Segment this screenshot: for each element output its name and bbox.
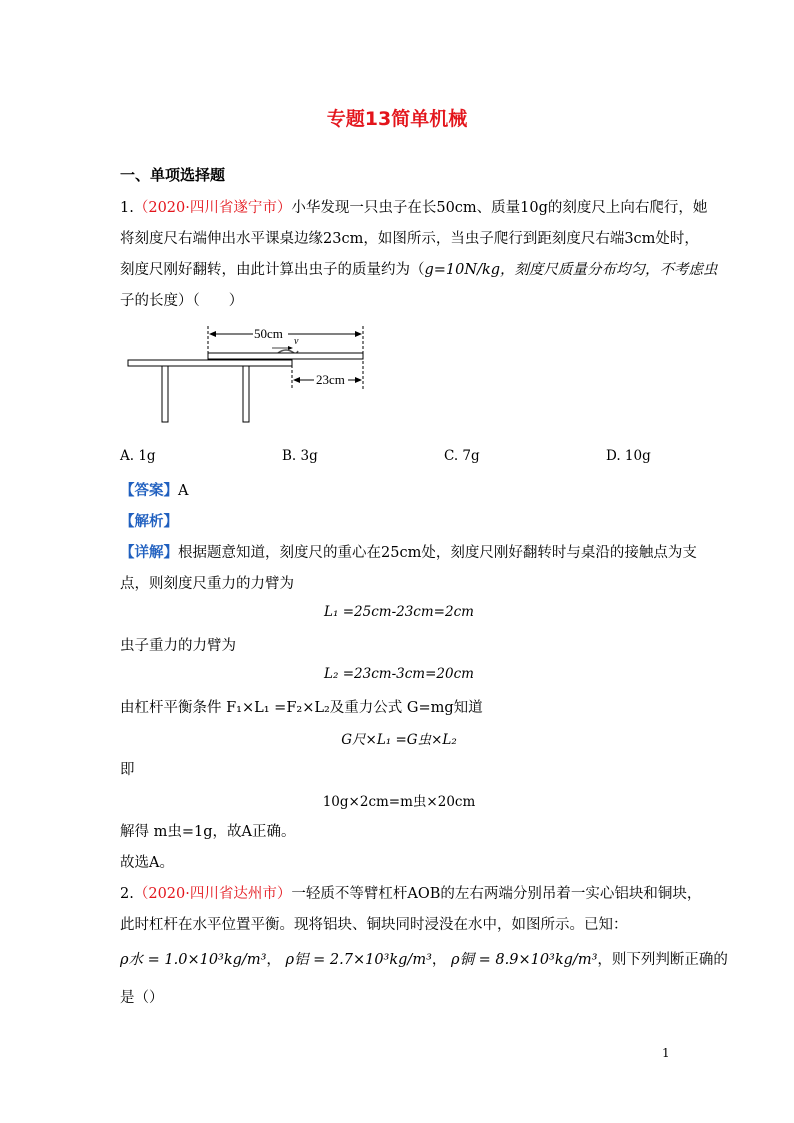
equation-2: L₂ =23cm-3cm=20cm	[324, 666, 474, 682]
q1-line-4: 子的长度）（ ）	[120, 293, 244, 309]
q2-line-4: 是（）	[120, 990, 164, 1006]
equation-4: 10g×2cm=m虫×20cm	[322, 794, 476, 810]
q2-tail: ，则下列判断正确的	[597, 952, 728, 968]
detail-tag: 【详解】	[120, 545, 178, 561]
q2-number: 2.	[120, 886, 134, 902]
q1-answer-line	[120, 479, 188, 500]
section-heading: 一、单项选择题	[120, 166, 226, 184]
detail-line-1: 【详解】根据题意知道，刻度尺的重心在25cm处，刻度尺刚好翻转时与桌沿的接触点为支	[120, 545, 697, 561]
overhang-length-label: 23cm	[316, 372, 345, 387]
q1-figure	[120, 320, 380, 430]
equation-3: G尺×L₁ =G虫×L₂	[341, 732, 457, 748]
answer-tag: 【答案】	[120, 483, 178, 499]
q2-line-1	[120, 882, 701, 903]
q1-line-1	[120, 196, 707, 217]
q2-line-2: 此时杠杆在水平位置平衡。现将铝块、铜块同时浸没在水中，如图所示。已知：	[120, 917, 628, 933]
detail-line-2: 点，则刻度尺重力的力臂为	[120, 576, 294, 592]
ji-text: 即	[120, 762, 135, 778]
page-title: 专题13简单机械	[326, 108, 468, 130]
q1-line-2: 将刻度尺右端伸出水平课桌边缘23cm，如图所示，当虫子爬行到距刻度尺右端3cm处时，	[120, 231, 699, 247]
rho-aluminum: ρ铝 = 2.7×10³kg/m³	[285, 952, 432, 968]
ruler-length-label: 50cm	[254, 326, 283, 341]
solve-text: 解得 m虫=1g，故A正确。	[120, 824, 296, 840]
q1-g-equation: g=10N/kg，刻度尺质量分布均匀，不考虑虫	[424, 262, 718, 278]
answer-value: A	[178, 483, 189, 499]
q2-density-line: ρ水 = 1.0×10³kg/m³， ρ铝 = 2.7×10³kg/m³， ρ铜 = 8.9×10³kg/m³，则下列判断正确的	[120, 952, 728, 968]
table-leg-left	[162, 366, 168, 422]
q2-source: （2020·四川省达州市）	[133, 886, 292, 902]
bug-arm-text: 虫子重力的力臂为	[120, 638, 236, 654]
q1-option-b: B. 3g	[282, 448, 318, 464]
ruler	[208, 353, 363, 359]
q1-text-3: 刻度尺刚好翻转，由此计算出虫子的质量约为（	[120, 262, 425, 278]
table-leg-right	[243, 366, 249, 422]
rho-water: ρ水 = 1.0×10³kg/m³	[120, 952, 267, 968]
q1-source: （2020·四川省遂宁市）	[133, 200, 292, 216]
rho-copper: ρ铜 = 8.9×10³kg/m³	[451, 952, 598, 968]
bug-velocity-label: v	[294, 336, 299, 347]
q1-option-a: A. 1g	[120, 448, 156, 464]
lever-condition-text: 由杠杆平衡条件 F₁×L₁ =F₂×L₂及重力公式 G=mg知道	[120, 700, 483, 716]
page-number: 1	[662, 1046, 670, 1060]
q1-option-d: D. 10g	[606, 448, 651, 464]
equation-1: L₁ =25cm-23cm=2cm	[324, 604, 474, 620]
q1-option-c: C. 7g	[444, 448, 480, 464]
conclude-text: 故选A。	[120, 855, 174, 871]
analysis-tag: 【解析】	[120, 514, 178, 530]
q2-text-1: 一轻质不等臂杠杆AOB的左右两端分别吊着一实心铝块和铜块，	[291, 886, 702, 902]
q1-line-3	[120, 258, 718, 279]
q1-number: 1.	[120, 200, 134, 216]
table-top	[128, 360, 292, 366]
q1-text-1: 小华发现一只虫子在长50cm、质量10g的刻度尺上向右爬行，她	[291, 200, 708, 216]
